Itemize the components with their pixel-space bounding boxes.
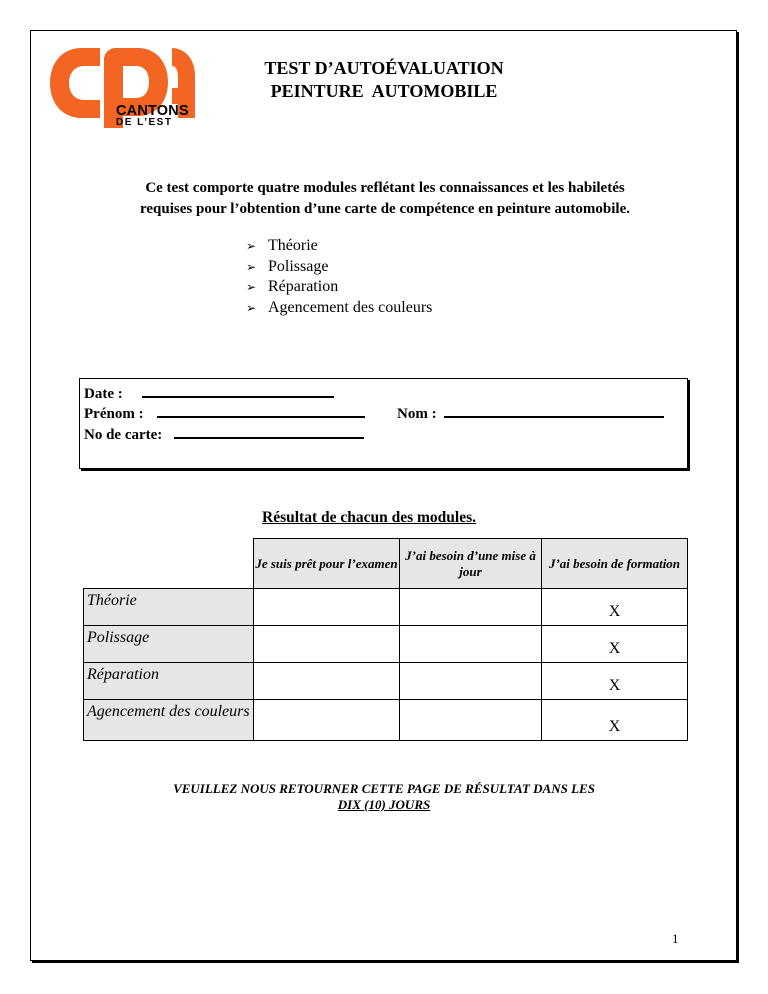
arrow-bullet-icon: ➢ [246,280,257,294]
date-field[interactable] [142,383,334,398]
notice-line-1: VEUILLEZ NOUS RETOURNER CETTE PAGE DE RÉSULTAT DANS LES [173,781,595,796]
table-row [84,589,688,626]
list-item [246,257,432,278]
page-title [200,57,568,103]
prenom-label: Prénom : [84,406,144,422]
row-label-agencement: Agencement des couleurs [84,700,254,741]
notice-line-2: DIX (10) JOURS [337,797,431,812]
identification-box [79,378,688,469]
title-line-2: PEINTURE AUTOMOBILE [270,81,498,101]
table-row [84,626,688,663]
carte-field[interactable] [174,424,364,439]
carte-row [84,424,364,444]
page-border [30,30,737,961]
result-cell[interactable] [254,626,400,663]
carte-label: No de carte: [84,427,163,443]
intro-line-1: Ce test comporte quatre modules reflétant les connaissances et les habiletés [145,180,625,196]
nom-label: Nom : [397,406,437,422]
row-label-reparation: Réparation [84,663,254,700]
intro-line-2: requises pour l’obtention d’une carte de compétence en peinture automobile. [140,201,630,217]
result-cell[interactable] [400,626,542,663]
cpa-logo [48,46,198,130]
results-table [83,538,688,741]
result-cell[interactable] [400,700,542,741]
result-cell[interactable] [254,589,400,626]
list-item [246,298,432,319]
empty-header-cell [84,539,254,589]
table-header-row [84,539,688,589]
result-cell-mark[interactable]: X [542,589,688,626]
module-list [246,236,432,318]
page-number: 1 [672,931,679,946]
date-row [84,383,334,403]
column-header-ready: Je suis prêt pour l’examen [254,539,400,589]
arrow-bullet-icon: ➢ [246,300,257,315]
module-label: Théorie [268,237,318,254]
result-cell[interactable] [400,589,542,626]
title-line-1: TEST D’AUTOÉVALUATION [264,58,504,78]
intro-paragraph [70,178,700,220]
arrow-bullet-icon: ➢ [246,259,257,274]
result-cell-mark[interactable]: X [542,626,688,663]
row-label-theorie: Théorie [84,589,254,626]
table-row [84,663,688,700]
return-notice [100,781,668,813]
arrow-bullet-icon: ➢ [246,239,257,253]
module-label: Agencement des couleurs [268,298,433,316]
result-cell[interactable] [254,663,400,700]
column-header-training: J’ai besoin de formation [542,539,688,589]
results-title: Résultat de chacun des modules. [262,509,477,526]
result-cell[interactable] [254,700,400,741]
column-header-update: J’ai besoin d’une mise à jour [400,539,542,589]
result-cell-mark[interactable]: X [542,700,688,741]
list-item [246,277,432,298]
logo-cantons-text: CANTONS [116,103,189,119]
prenom-field[interactable] [157,403,365,418]
result-cell[interactable] [400,663,542,700]
module-label: Réparation [268,278,339,295]
logo-delest-text: DE L’EST [116,117,173,128]
nom-field[interactable] [444,403,664,418]
nom-row [397,403,664,423]
prenom-row [84,403,365,423]
table-row [84,700,688,741]
row-label-polissage: Polissage [84,626,254,663]
module-label: Polissage [268,257,329,275]
list-item [246,236,432,257]
result-cell-mark[interactable]: X [542,663,688,700]
date-label: Date : [84,386,123,402]
